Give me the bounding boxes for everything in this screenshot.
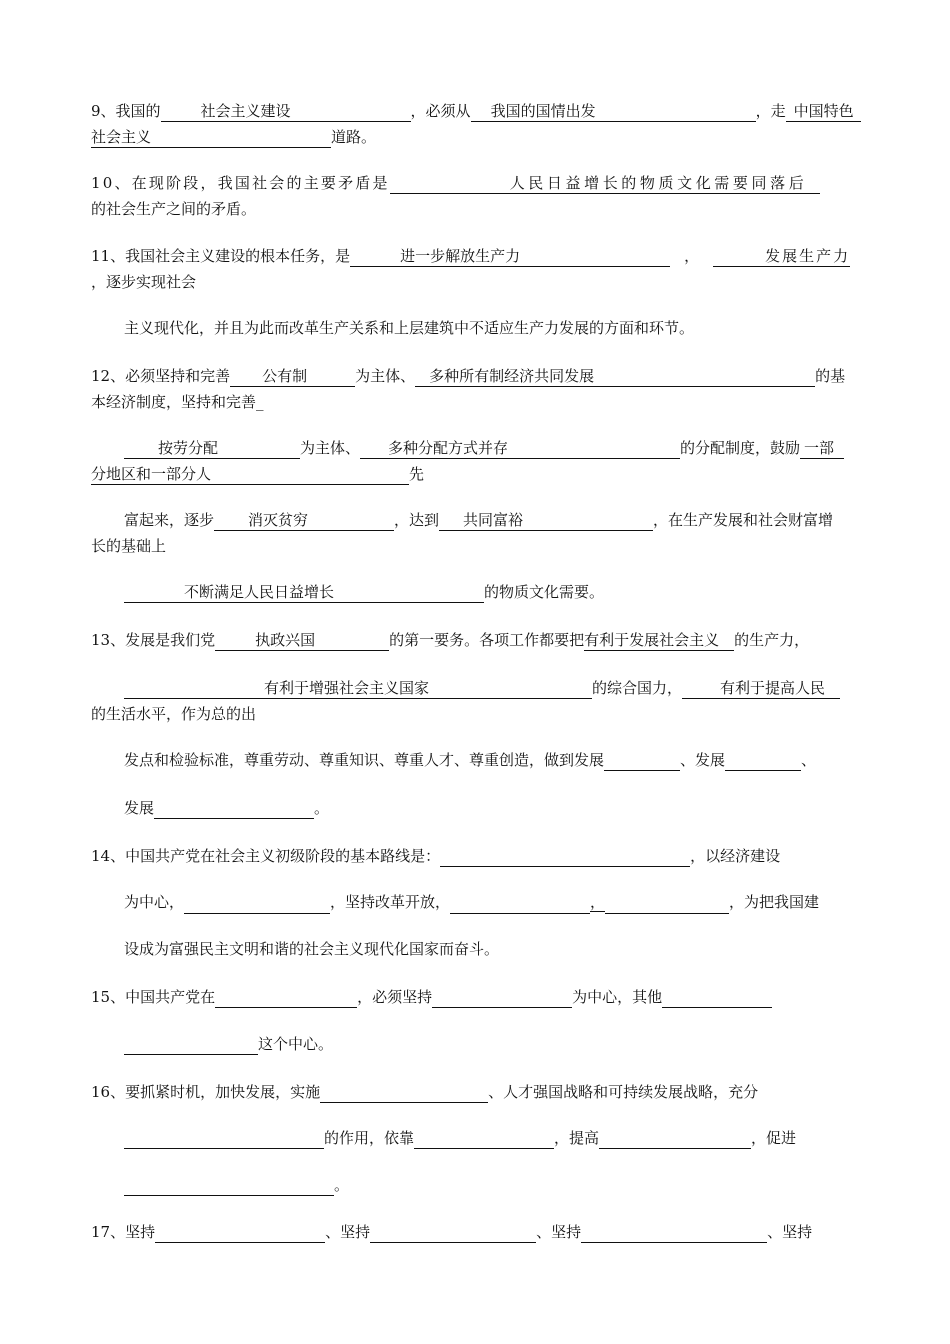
q15-number: 15、中国共产党在 xyxy=(91,988,216,1006)
q12-answer-6: 消灭贫穷 xyxy=(214,511,394,531)
q12-answer-5b: 分地区和一部分人 xyxy=(91,465,409,485)
question-12-line-7: 不断满足人民日益增长 的物质文化需要。 xyxy=(124,581,604,603)
question-12-line-4: 分地区和一部分人 先 xyxy=(91,465,425,483)
q14-number: 14、中国共产党在社会主义初级阶段的基本路线是： xyxy=(91,847,441,865)
q15-blank-4[interactable] xyxy=(124,1037,258,1055)
question-11-line-3: 主义现代化，并且为此而改革生产关系和上层建筑中不适应生产力发展的方面和环节。 xyxy=(124,319,695,337)
q14-blank-1[interactable] xyxy=(440,849,690,867)
question-12-line-2: 本经济制度，坚持和完善_ xyxy=(91,393,264,411)
q13-blank-2[interactable] xyxy=(725,753,801,771)
question-11-line-1: 11、我国社会主义建设的根本任务，是 进一步解放生产力 ， 发展生产力 xyxy=(91,247,851,265)
question-13-line-3: 的生活水平，作为总的出 xyxy=(91,705,257,723)
q14-blank-3[interactable] xyxy=(450,896,590,914)
q12-answer-8: 不断满足人民日益增长 xyxy=(124,583,484,603)
question-13-line-2: 有利于增强社会主义国家 的综合国力， 有利于提高人民 xyxy=(124,677,840,699)
q10-answer-1: 人民日益增长的物质文化需要同落后 xyxy=(390,174,820,194)
question-13-line-5: 发展 。 xyxy=(124,799,330,817)
q17-number: 17、坚持 xyxy=(91,1223,156,1241)
question-10-line-1 xyxy=(91,172,820,194)
q12-answer-4: 多种分配方式并存 xyxy=(360,439,680,459)
q16-blank-5[interactable] xyxy=(124,1178,334,1196)
q11-answer-1: 进一步解放生产力 xyxy=(350,247,670,267)
q13-answer-3: 有利于增强社会主义国家 xyxy=(124,679,592,699)
q12-number: 12、必须坚持和完善 xyxy=(91,367,231,385)
question-12-line-1: 12、必须坚持和完善 公有制 为主体、 多种所有制经济共同发展 的基 xyxy=(91,367,846,385)
q9-number: 9、我国的 xyxy=(91,102,161,120)
q13-answer-4: 有利于提高人民 xyxy=(682,679,840,699)
q12-answer-5a: 一部 xyxy=(800,439,844,459)
q16-number: 16、要抓紧时机，加快发展，实施 xyxy=(91,1083,321,1101)
question-9-line-2: 社会主义 道路。 xyxy=(91,128,377,146)
question-15-line-2: 这个中心。 xyxy=(124,1033,333,1055)
question-14-line-1: 14、中国共产党在社会主义初级阶段的基本路线是： ，以经济建设 xyxy=(91,847,781,865)
question-16-line-1: 16、要抓紧时机，加快发展，实施 、人才强国战略和可持续发展战略，充分 xyxy=(91,1083,759,1101)
q17-blank-3[interactable] xyxy=(581,1225,767,1243)
q12-answer-3: 按劳分配 xyxy=(124,439,300,459)
q13-number: 13、发展是我们党 xyxy=(91,631,216,649)
question-14-line-3: 设成为富强民主文明和谐的社会主义现代化国家而奋斗。 xyxy=(124,940,500,958)
question-13-line-1: 13、发展是我们党 执政兴国 的第一要务。各项工作都要把有利于发展社会主义 的生产力， xyxy=(91,631,810,649)
question-12-line-5: 富起来，逐步 消灭贫穷 ，达到 共同富裕 ，在生产发展和社会财富增 xyxy=(124,511,834,529)
q9-answer-3a: 中国特色 xyxy=(786,102,861,122)
q15-blank-3[interactable] xyxy=(662,990,772,1008)
question-14-line-2: 为中心， ，坚持改革开放， ， ，为把我国建 xyxy=(124,891,819,914)
question-15-line-1: 15、中国共产党在 ，必须坚持 为中心，其他 xyxy=(91,986,772,1008)
q15-blank-2[interactable] xyxy=(432,990,572,1008)
q12-answer-2: 多种所有制经济共同发展 xyxy=(415,367,815,387)
q9-answer-1: 社会主义建设 xyxy=(161,102,411,122)
q13-answer-2: 有利于发展社会主义 xyxy=(584,631,734,651)
q14-blank-2[interactable] xyxy=(184,896,330,914)
q17-blank-2[interactable] xyxy=(370,1225,536,1243)
q12-answer-7: 共同富裕 xyxy=(439,511,653,531)
q16-blank-4[interactable] xyxy=(599,1131,751,1149)
question-13-line-4: 发点和检验标准，尊重劳动、尊重知识、尊重人才、尊重创造，做到发展 、发展 、 xyxy=(124,751,817,769)
q13-blank-1[interactable] xyxy=(604,753,680,771)
question-9-line-1: 9、我国的 社会主义建设 ，必须从 我国的国情出发 ，走 中国特色 xyxy=(91,100,861,122)
question-16-line-3: 。 xyxy=(124,1174,349,1196)
q15-blank-1[interactable] xyxy=(215,990,357,1008)
question-16-line-2: 的作用，依靠 ，提高 ，促进 xyxy=(124,1127,796,1149)
q17-blank-1[interactable] xyxy=(155,1225,325,1243)
q10-number: 10、在现阶段，我国社会的主要矛盾是 xyxy=(91,174,390,192)
question-12-line-6: 长的基础上 xyxy=(91,537,167,555)
q13-blank-3[interactable] xyxy=(154,801,314,819)
question-12-line-3: 按劳分配 为主体、 多种分配方式并存 的分配制度，鼓励 一部 xyxy=(124,437,844,459)
q9-answer-3b: 社会主义 xyxy=(91,128,331,148)
q9-answer-2: 我国的国情出发 xyxy=(471,102,756,122)
q11-answer-2: 发展生产力 xyxy=(713,247,850,267)
q14-blank-4[interactable] xyxy=(605,896,729,914)
question-17-line-1: 17、坚持 、坚持 、坚持 、坚持 xyxy=(91,1223,813,1241)
q16-blank-3[interactable] xyxy=(414,1131,554,1149)
question-11-line-2: ，逐步实现社会 xyxy=(91,273,197,291)
q11-number: 11、我国社会主义建设的根本任务，是 xyxy=(91,247,351,265)
question-10-line-2: 的社会生产之间的矛盾。 xyxy=(91,200,257,218)
q13-answer-1: 执政兴国 xyxy=(215,631,389,651)
q12-answer-1: 公有制 xyxy=(230,367,355,387)
q16-blank-2[interactable] xyxy=(124,1131,324,1149)
q16-blank-1[interactable] xyxy=(320,1085,488,1103)
